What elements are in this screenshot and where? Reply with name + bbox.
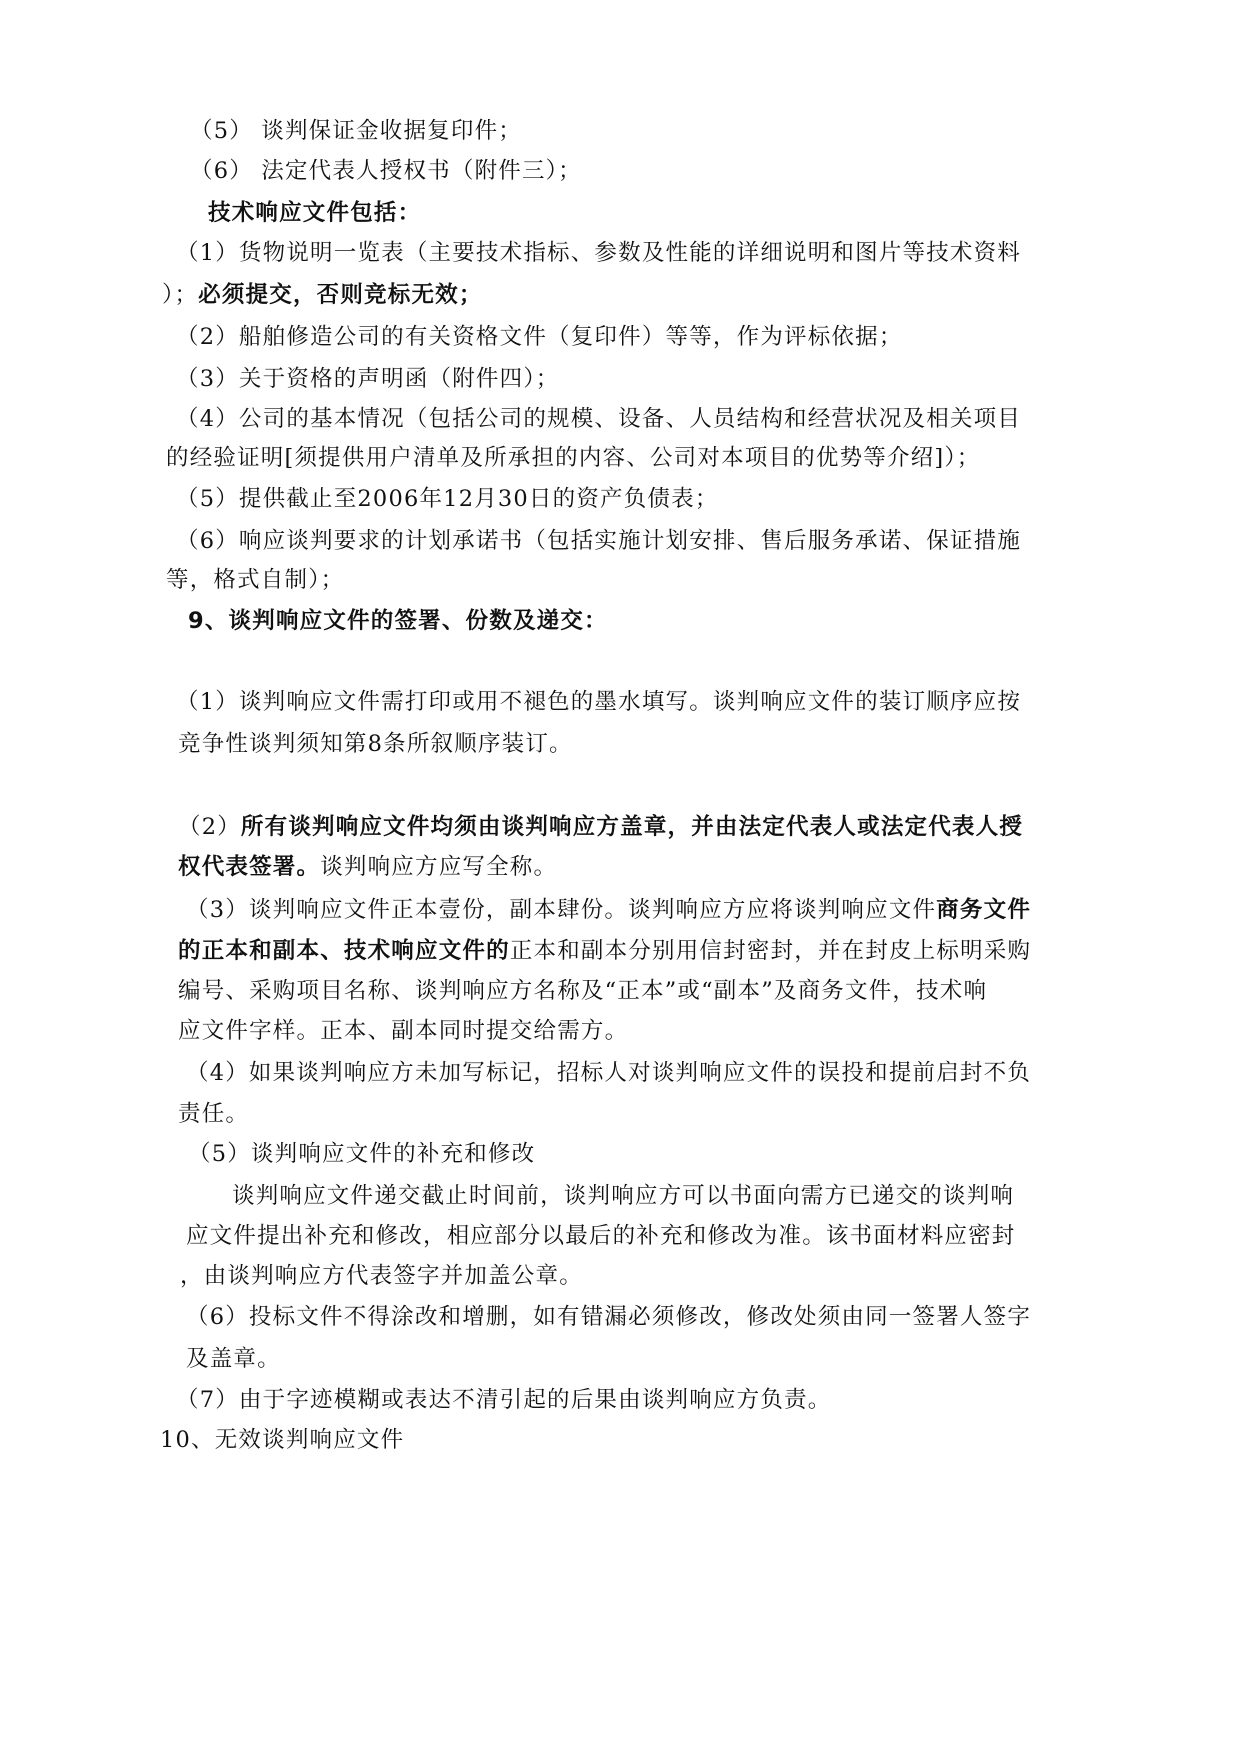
text-line: ，由谈判响应方代表签字并加盖公章。 xyxy=(180,1263,583,1289)
text-line: （2）所有谈判响应文件均须由谈判响应方盖章，并由法定代表人或法定代表人授 xyxy=(178,814,1024,840)
text-line: （7）由于字迹模糊或表达不清引起的后果由谈判响应方负责。 xyxy=(176,1387,832,1413)
text-line: ）；必须提交，否则竞标无效； xyxy=(162,282,483,308)
text-line: （6） 法定代表人授权书（附件三）； xyxy=(190,158,582,184)
section-heading: 技术响应文件包括： xyxy=(208,200,422,226)
text-line: （2）船舶修造公司的有关资格文件（复印件）等等，作为评标依据； xyxy=(176,324,903,350)
text-line: （4）如果谈判响应方未加写标记，招标人对谈判响应文件的误投和提前启封不负 xyxy=(186,1060,1032,1086)
text-line: （6）投标文件不得涂改和增删，如有错漏必须修改，修改处须由同一签署人签字 xyxy=(186,1304,1032,1330)
text-line: 应文件提出补充和修改，相应部分以最后的补充和修改为准。该书面材料应密封 xyxy=(186,1223,1016,1249)
text-line: （5） 谈判保证金收据复印件； xyxy=(190,118,522,144)
text-line: 谈判响应文件递交截止时间前，谈判响应方可以书面向需方已递交的谈判响 xyxy=(232,1183,1015,1209)
section-heading: 10、无效谈判响应文件 xyxy=(160,1427,405,1453)
text-line: （4）公司的基本情况（包括公司的规模、设备、人员结构和经营状况及相关项目 xyxy=(176,406,1022,432)
text-line: 责任。 xyxy=(178,1101,250,1127)
text-line: 应文件字样。正本、副本同时提交给需方。 xyxy=(178,1018,629,1044)
section-heading: 9、谈判响应文件的签署、份数及递交： xyxy=(188,608,608,634)
text-line: （1）谈判响应文件需打印或用不褪色的墨水填写。谈判响应文件的装订顺序应按 xyxy=(176,689,1022,715)
text-line: 竞争性谈判须知第8条所叙顺序装订。 xyxy=(178,731,573,757)
text-line: （5）提供截止至2006年12月30日的资产负债表； xyxy=(176,486,719,512)
text-line: 编号、采购项目名称、谈判响应方名称及“正本”或“副本”及商务文件，技术响 xyxy=(178,978,988,1004)
text-line: （1）货物说明一览表（主要技术指标、参数及性能的详细说明和图片等技术资料 xyxy=(176,240,1022,266)
text-line: （3）关于资格的声明函（附件四）； xyxy=(176,366,560,392)
text-line: （3）谈判响应文件正本壹份，副本肆份。谈判响应方应将谈判响应文件商务文件 xyxy=(186,897,1032,923)
text-line: 的正本和副本、技术响应文件的正本和副本分别用信封密封，并在封皮上标明采购 xyxy=(178,938,1032,964)
text-line: 及盖章。 xyxy=(186,1346,281,1372)
text-line: 的经验证明[须提供用户清单及所承担的内容、公司对本项目的优势等介绍]）； xyxy=(166,445,981,471)
text-line: 权代表签署。谈判响应方应写全称。 xyxy=(178,854,558,880)
text-line: （5）谈判响应文件的补充和修改 xyxy=(188,1141,536,1167)
text-line: 等，格式自制）； xyxy=(166,567,345,593)
text-line: （6）响应谈判要求的计划承诺书（包括实施计划安排、售后服务承诺、保证措施 xyxy=(176,528,1022,554)
